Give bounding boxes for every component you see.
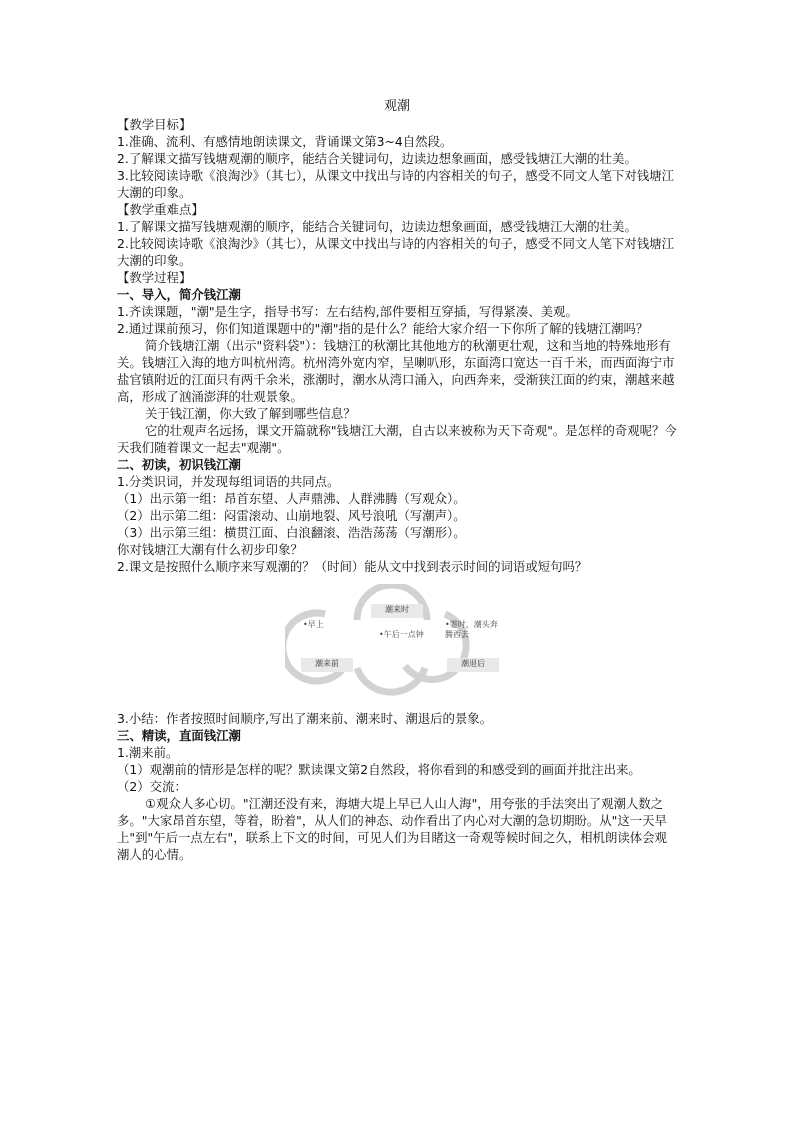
section1-paragraph-1: 1.齐读课题，"潮"是生字，指导书写：左右结构,部件要相互穿插，写得紧凑、美观。 [117, 304, 578, 319]
cycle-arrows-graphic [285, 584, 515, 699]
section2-paragraph-3: 2.课文是按照什么顺序来写观潮的？（时间）能从文中找到表示时间的词语或短句吗？ [117, 559, 588, 574]
key-points-heading: 【教学重难点】 [117, 202, 204, 217]
section3-paragraph-2: （1）观潮前的情形是怎样的呢？默读课文第2自然段，将你看到的和感受到的画面并批注出来。 [117, 762, 641, 777]
box-after-tide: 潮退后 [447, 658, 499, 672]
key-point-item-1: 1.了解课文描写钱塘观潮的顺序，能结合关键词句，边读边想象画面，感受钱塘江大潮的壮美。 [117, 219, 637, 234]
document-body [117, 116, 677, 863]
section1-paragraph-4: 关于钱江潮，你大致了解到哪些信息？ [145, 406, 356, 421]
box-tide-arrives: 潮来时 [371, 604, 423, 618]
section2-paragraph-1: 1.分类识词，并发现每组词语的共同点。 [117, 474, 340, 489]
section1-paragraph-5: 它的壮观声名远扬，课文开篇就称"钱塘江大潮，自古以来被称为天下奇观"。是怎样的奇观呢？今天我们随着课文一起去"观潮"。 [117, 423, 677, 455]
process-heading: 【教学过程】 [117, 270, 192, 285]
objective-item-3: 3.比较阅读诗歌《浪淘沙》（其七），从课文中找出与诗的内容相关的句子，感受不同文人笔下对钱塘江大潮的印象。 [117, 168, 674, 200]
section1-paragraph-3: 简介钱塘江潮（出示"资料袋"）：钱塘江的秋潮比其他地方的秋潮更壮观，这和当地的特殊地形有关。钱塘江入海的地方叫杭州湾。杭州湾外宽内窄，呈喇叭形，东面湾口宽达一百千米，而西面海宁市盐官镇附近的江面只有两千余米，涨潮时，潮水从湾口涌入，向西奔来，受渐狭江面的约束，潮越来越高，形成了汹涌澎湃的壮观景象。 [117, 338, 675, 404]
section1-heading: 一、导入，简介钱江潮 [117, 287, 241, 302]
label-suddenly: •霎时，潮头奔腾西去 [445, 620, 498, 639]
objective-item-1: 1.准确、流利、有感情地朗读课文，背诵课文第3~4自然段。 [117, 134, 453, 149]
time-sequence-diagram-wrapper [117, 578, 677, 706]
section3-paragraph-1: 1.潮来前。 [117, 745, 179, 760]
page-title: 观潮 [383, 99, 410, 114]
section3-paragraph-4: ①观众人多心切。"江潮还没有来，海塘大堤上早已人山人海"，用夸张的手法突出了观潮人数之多。"大家昂首东望，等着，盼着"，从人们的神态、动作看出了内心对大潮的急切期盼。从"这一天早上"到"午后一点左右"，联系上下文的时间，可见人们为目睹这一奇观等候时间之久，相机朗读体会观潮人的心情。 [117, 796, 667, 862]
section3-heading: 三、精读，直面钱江潮 [117, 728, 241, 743]
objectives-heading: 【教学目标】 [117, 117, 192, 132]
word-group-1: （1）出示第一组：昂首东望、人声鼎沸、人群沸腾（写观众）。 [117, 491, 466, 506]
section1-paragraph-2: 2.通过课前预习，你们知道课题中的"潮"指的是什么？能给大家介绍一下你所了解的钱塘江潮吗？ [117, 321, 649, 336]
box-before-tide: 潮来前 [301, 658, 353, 672]
word-group-2: （2）出示第二组：闷雷滚动、山崩地裂、风号浪吼（写潮声）。 [117, 508, 466, 523]
section2-paragraph-4: 3.小结：作者按照时间顺序,写出了潮来前、潮来时、潮退后的景象。 [117, 711, 493, 726]
word-group-3: （3）出示第三组：横贯江面、白浪翻滚、浩浩荡荡（写潮形）。 [117, 525, 466, 540]
label-afternoon: •午后一点钟 [379, 630, 424, 639]
section2-paragraph-2: 你对钱塘江大潮有什么初步印象？ [117, 542, 303, 557]
label-morning: •早上 [303, 620, 324, 629]
section2-heading: 二、初读，初识钱江潮 [117, 457, 241, 472]
key-point-item-2: 2.比较阅读诗歌《浪淘沙》（其七），从课文中找出与诗的内容相关的句子，感受不同文人笔下对钱塘江大潮的印象。 [117, 236, 674, 268]
section3-paragraph-3: （2）交流： [117, 779, 187, 794]
objective-item-2: 2.了解课文描写钱塘观潮的顺序，能结合关键词句，边读边想象画面，感受钱塘江大潮的壮美。 [117, 151, 637, 166]
time-sequence-diagram [285, 584, 515, 699]
